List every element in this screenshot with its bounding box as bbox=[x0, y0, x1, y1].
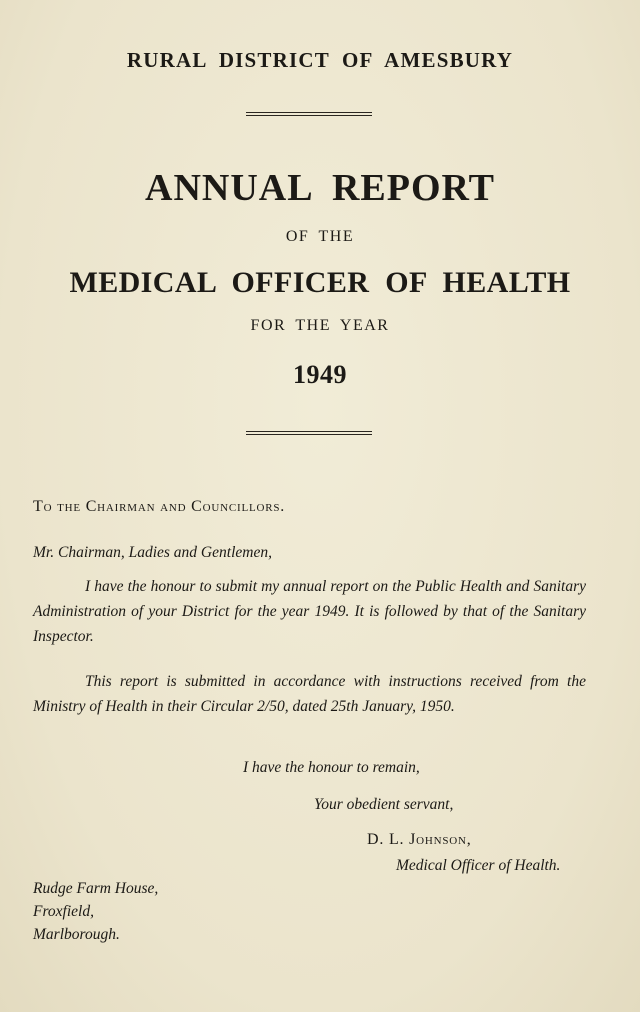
report-year: 1949 bbox=[293, 360, 347, 389]
paragraph-one-text: I have the honour to submit my annual report on the Public Health and Sanitary Administration of your District for the year 1949. It is followed by that of the Sanitary Inspector. bbox=[33, 578, 586, 645]
paragraph-two bbox=[33, 669, 586, 719]
signatory-title: Medical Officer of Health. bbox=[396, 857, 561, 874]
report-subject: MEDICAL OFFICER OF HEALTH bbox=[69, 266, 571, 299]
address-line-1: Rudge Farm House, bbox=[33, 880, 159, 897]
paragraph-two-text: This report is submitted in accordance with instructions received from the Ministry of Health in their Circular 2/50, dated 25th January, 1950. bbox=[33, 673, 586, 715]
signatory-name: D. L. Johnson, bbox=[367, 831, 472, 848]
bottom-divider bbox=[246, 431, 372, 435]
for-the-year-text: FOR THE YEAR bbox=[250, 317, 390, 334]
of-the-text: OF THE bbox=[285, 228, 355, 245]
salutation: Mr. Chairman, Ladies and Gentlemen, bbox=[33, 544, 272, 561]
address-line-2: Froxfield, bbox=[33, 903, 94, 920]
report-title: ANNUAL REPORT bbox=[145, 167, 495, 209]
paragraph-one bbox=[33, 574, 586, 649]
district-heading: RURAL DISTRICT OF AMESBURY bbox=[126, 48, 514, 72]
top-divider bbox=[246, 112, 372, 116]
addressee-line: To the Chairman and Councillors. bbox=[33, 498, 286, 515]
closing-honour: I have the honour to remain, bbox=[243, 759, 420, 776]
closing-servant: Your obedient servant, bbox=[314, 796, 454, 813]
address-line-3: Marlborough. bbox=[33, 926, 120, 943]
